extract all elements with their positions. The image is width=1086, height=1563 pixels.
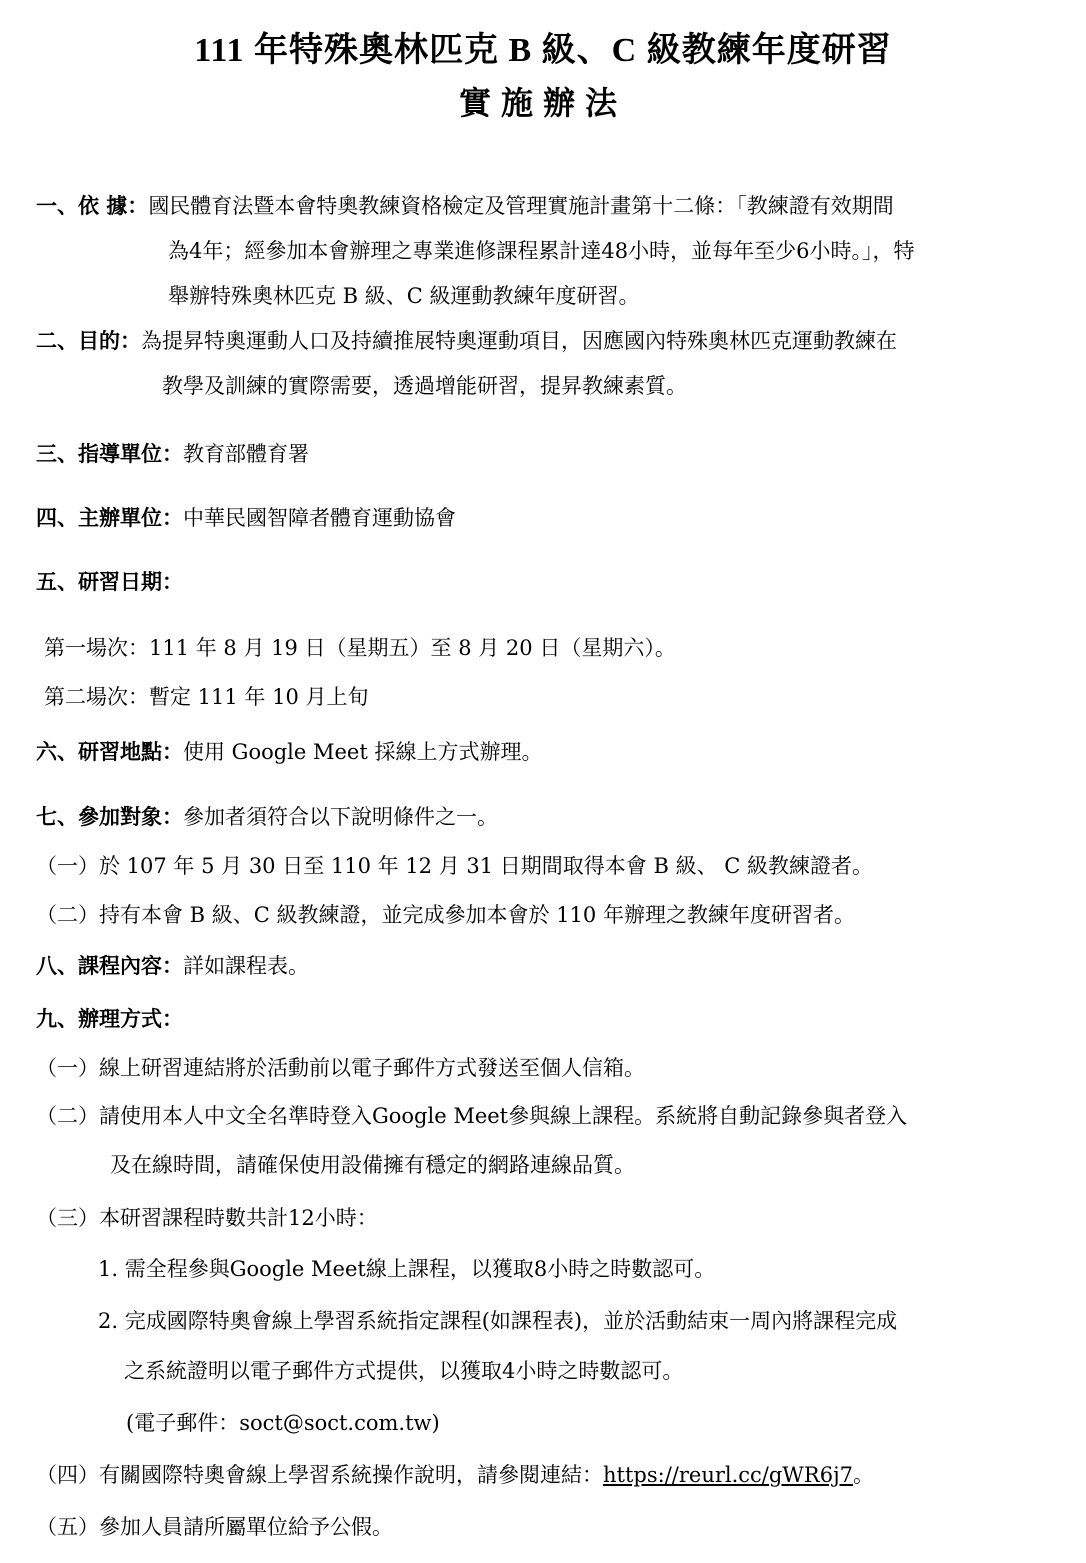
- section-4-label: 四、主辦單位：: [36, 505, 183, 530]
- section-7-text: 參加者須符合以下說明條件之一。: [183, 805, 498, 829]
- section-2-line-1: 為提昇特奧運動人口及持續推展特奧運動項目，因應國內特殊奧林匹克運動教練在: [141, 329, 897, 353]
- section-8-text: 詳如課程表。: [183, 954, 309, 978]
- section-7-item-1: （一）於 107 年 5 月 30 日至 110 年 12 月 31 日期間取得本會 B 級、 C 級教練證者。: [36, 854, 873, 878]
- section-8-label: 八、課程內容：: [36, 953, 183, 978]
- document-title: 111 年特殊奧林匹克 B 級、C 級教練年度研習: [194, 32, 892, 69]
- section-3: [36, 439, 309, 469]
- section-9-item-4-text: （四）有關國際特奧會線上學習系統操作說明，請參閱連結：: [36, 1463, 603, 1487]
- section-9-item-1: （一）線上研習連結將於活動前以電子郵件方式發送至個人信箱。: [36, 1056, 645, 1080]
- section-9-item-2-cont: 及在線時間，請確保使用設備擁有穩定的網路連線品質。: [110, 1153, 635, 1177]
- section-9-item-4-end: 。: [852, 1463, 874, 1487]
- section-1-label: 一、依 據：: [36, 193, 149, 218]
- section-4: [36, 503, 456, 533]
- section-2-line-2: 教學及訓練的實際需要，透過增能研習，提昇教練素質。: [162, 374, 687, 398]
- section-2: [36, 326, 897, 356]
- section-1-line-2: 為4年；經參加本會辦理之專業進修課程累計達48小時，並每年至少6小時。」，特: [168, 239, 915, 263]
- section-9-item-3-2-cont: 之系統證明以電子郵件方式提供，以獲取4小時之時數認可。: [124, 1359, 684, 1383]
- section-9-item-4: [36, 1460, 874, 1490]
- reference-link[interactable]: https://reurl.cc/gWR6j7: [603, 1463, 853, 1487]
- section-3-label: 三、指導單位：: [36, 441, 183, 466]
- section-9-item-3-2: 2. 完成國際特奧會線上學習系統指定課程(如課程表)，並於活動結束一周內將課程完成: [98, 1309, 898, 1333]
- section-6-text: 使用 Google Meet 採線上方式辦理。: [183, 740, 543, 764]
- section-1-line-3: 舉辦特殊奧林匹克 B 級、C 級運動教練年度研習。: [168, 284, 640, 308]
- section-1-line-1: 國民體育法暨本會特奧教練資格檢定及管理實施計畫第十二條：「教練證有效期間: [148, 194, 894, 218]
- contact-email: (電子郵件：soct@soct.com.tw): [126, 1411, 440, 1435]
- section-6-label: 六、研習地點：: [36, 739, 183, 764]
- section-9-label: 九、辦理方式：: [36, 1006, 183, 1031]
- document-subtitle: 實施辦法: [458, 85, 627, 121]
- section-9-item-3-1: 1. 需全程參與Google Meet線上課程，以獲取8小時之時數認可。: [98, 1257, 716, 1281]
- section-9-item-2: （二）請使用本人中文全名準時登入Google Meet參與線上課程。系統將自動記錄參與者登入: [36, 1104, 908, 1128]
- section-7-item-2: （二）持有本會 B 級、C 級教練證，並完成參加本會於 110 年辦理之教練年度研習者。: [36, 903, 855, 927]
- section-7: [36, 802, 498, 832]
- session-1: 第一場次：111 年 8 月 19 日（星期五）至 8 月 20 日（星期六）。: [44, 636, 676, 660]
- section-4-text: 中華民國智障者體育運動協會: [183, 506, 456, 530]
- session-2: 第二場次：暫定 111 年 10 月上旬: [44, 685, 369, 709]
- section-6: [36, 737, 542, 767]
- section-9-item-5: （五）參加人員請所屬單位給予公假。: [36, 1515, 393, 1539]
- section-8: [36, 951, 309, 981]
- section-7-label: 七、參加對象：: [36, 804, 183, 829]
- section-1: [36, 191, 894, 221]
- section-3-text: 教育部體育署: [183, 442, 309, 466]
- section-5-label: 五、研習日期：: [36, 569, 183, 594]
- section-2-label: 二、目的：: [36, 328, 141, 353]
- section-9-item-3: （三）本研習課程時數共計12小時：: [36, 1206, 378, 1230]
